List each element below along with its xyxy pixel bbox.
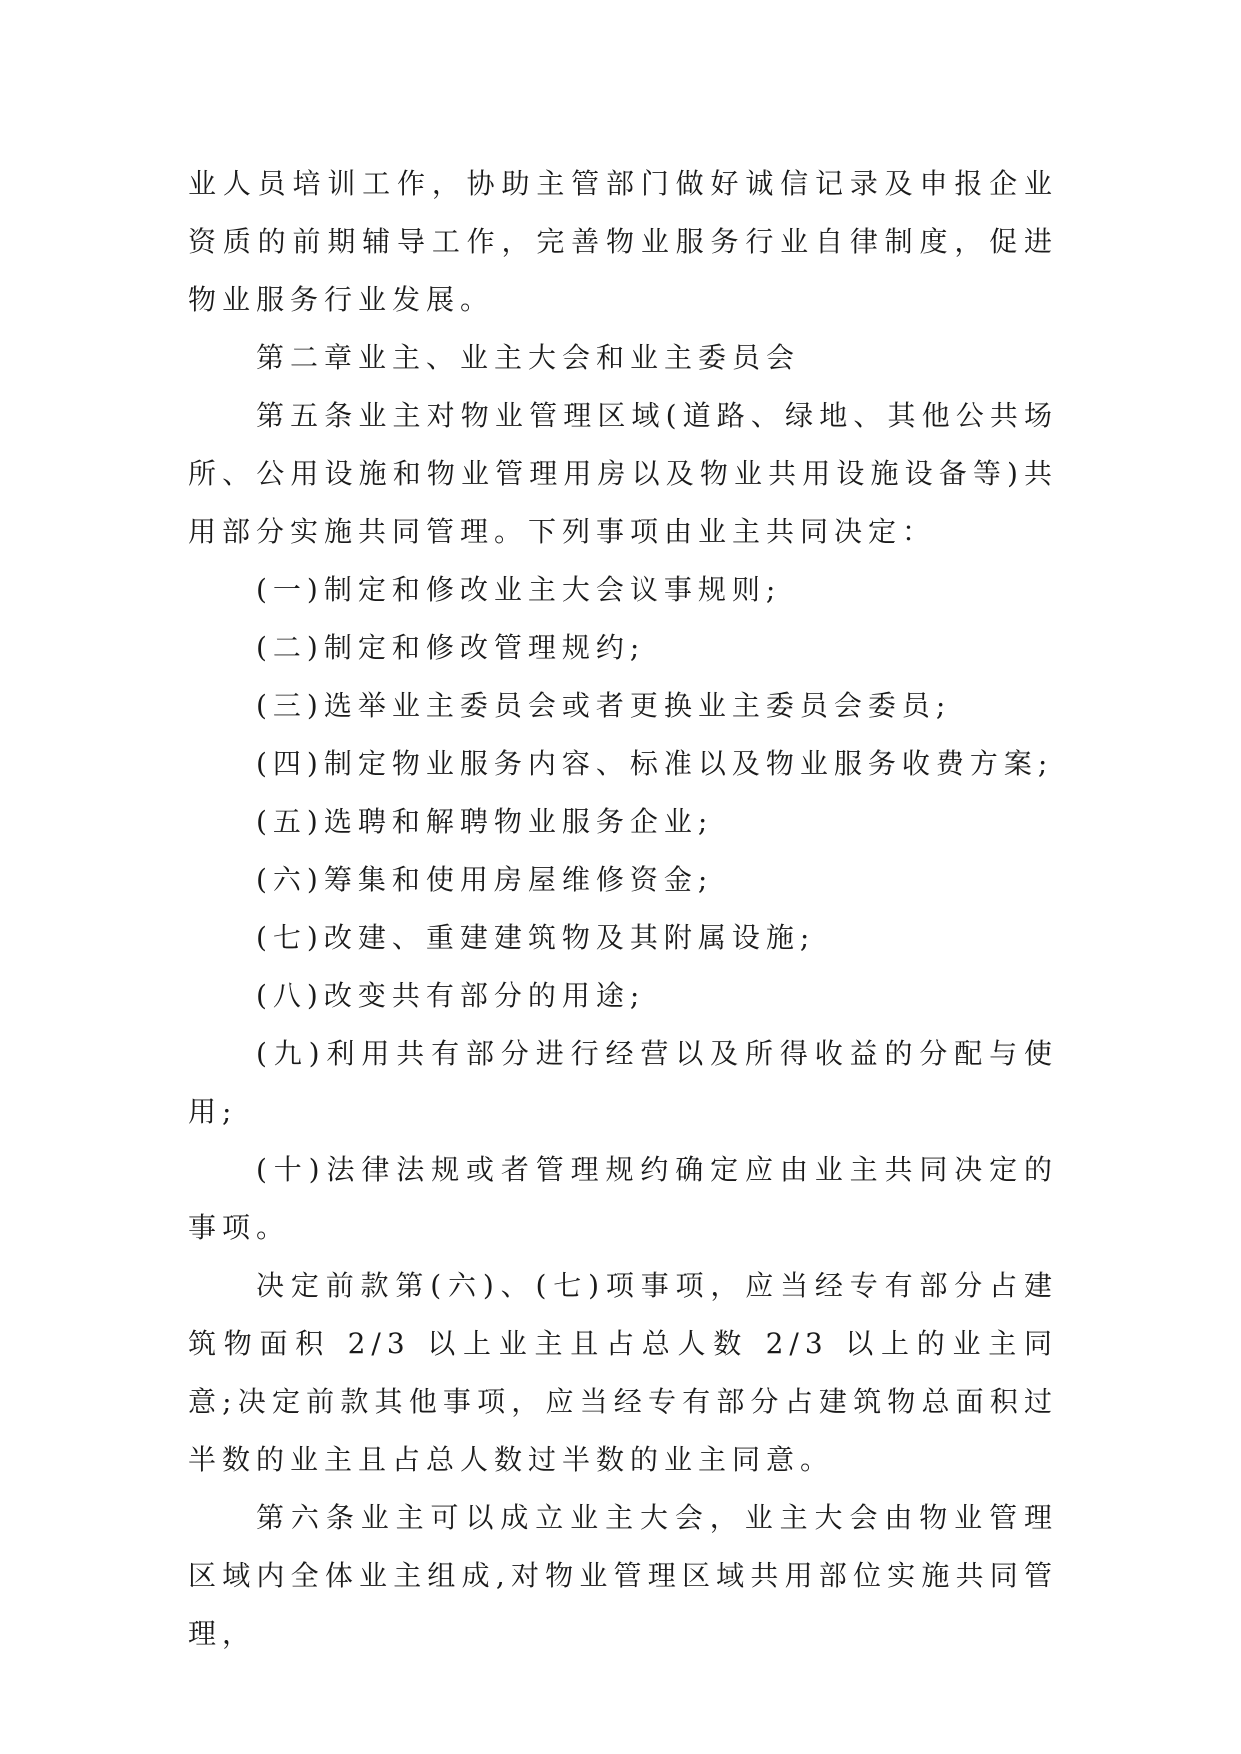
list-item-3: (三)选举业主委员会或者更换业主委员会委员; (256, 689, 952, 722)
chapter-heading: 第二章业主、业主大会和业主委员会 (256, 341, 801, 374)
list-item-9: (九)利用共有部分进行经营以及所得收益的分配与使用; (188, 1037, 1058, 1128)
article-6: 第六条业主可以成立业主大会，业主大会由物业管理区域内全体业主组成,对物业管理区域共用部位实施共同管理， (188, 1501, 1058, 1650)
list-item-10: (十)法律法规或者管理规约确定应由业主共同决定的事项。 (188, 1153, 1058, 1244)
list-item-2: (二)制定和修改管理规约; (256, 631, 646, 664)
list-item-8: (八)改变共有部分的用途; (256, 979, 646, 1012)
list-item-5: (五)选聘和解聘物业服务企业; (256, 805, 714, 838)
article-5: 第五条业主对物业管理区域(道路、绿地、其他公共场所、公用设施和物业管理用房以及物业共用设施设备等)共用部分实施共同管理。下列事项由业主共同决定： (188, 399, 1058, 548)
document-page (188, 155, 1058, 1663)
voting-rules-paragraph: 决定前款第(六)、(七)项事项，应当经专有部分占建筑物面积 2/3 以上业主且占总人数 2/3 以上的业主同意;决定前款其他事项，应当经专有部分占建筑物总面积过半数的业主且占总人数过半数的业主同意。 (188, 1269, 1058, 1476)
list-item-1: (一)制定和修改业主大会议事规则; (256, 573, 782, 606)
list-item-6: (六)筹集和使用房屋维修资金; (256, 863, 714, 896)
paragraph-continuation: 业人员培训工作，协助主管部门做好诚信记录及申报企业资质的前期辅导工作，完善物业服务行业自律制度，促进物业服务行业发展。 (188, 167, 1058, 316)
list-item-7: (七)改建、重建建筑物及其附属设施; (256, 921, 816, 954)
list-item-4: (四)制定物业服务内容、标准以及物业服务收费方案; (256, 747, 1054, 780)
